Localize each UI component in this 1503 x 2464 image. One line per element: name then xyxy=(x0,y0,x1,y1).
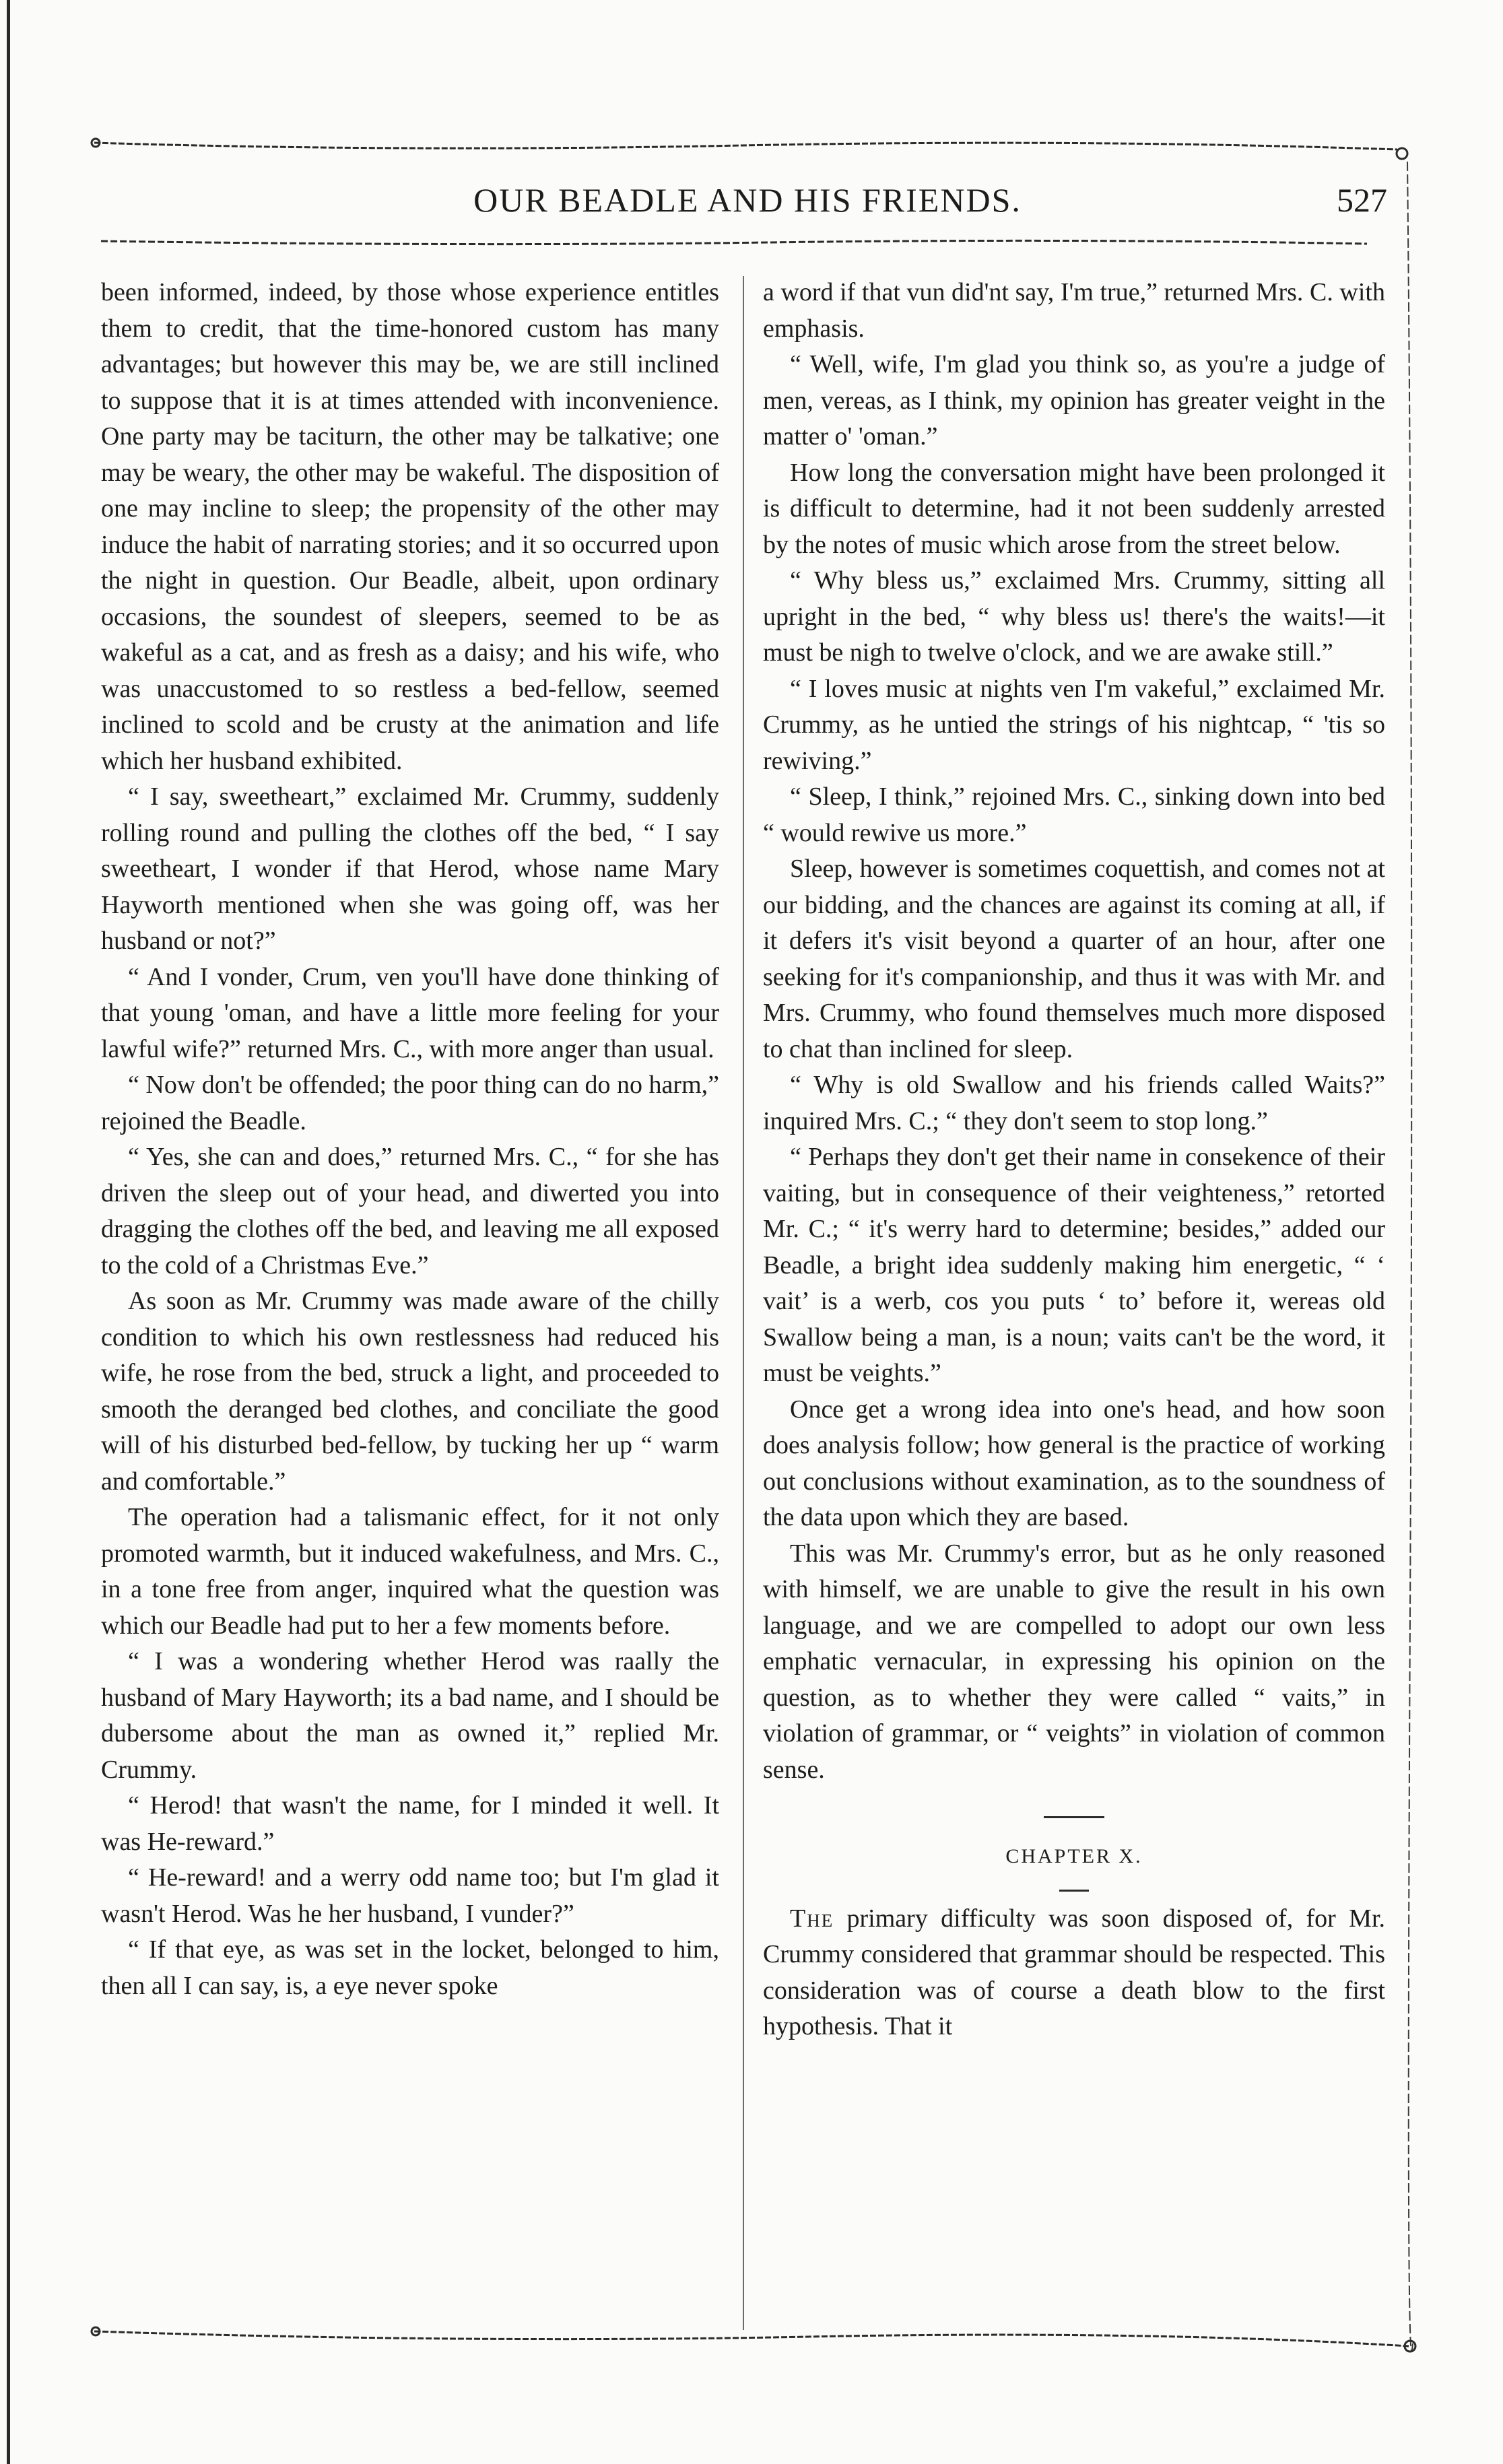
paragraph: How long the conversation might have been prolonged it is difficult to determine, had it not been suddenly arrested by the notes of music which arose from the street below. xyxy=(763,458,1385,559)
paragraph: “ Sleep, I think,” rejoined Mrs. C., sinking down into bed “ would rewive us more.” xyxy=(763,783,1385,847)
paragraph: Sleep, however is sometimes coquettish, and comes not at our bidding, and the chances are against its coming at all, if it defers it's visit beyond a quarter of an hour, after one seeking for it's companionship, and thus it was with Mr. and Mrs. Crummy, who found themselves much more disposed to chat than inclined for sleep. xyxy=(763,855,1385,1063)
chapter-heading: CHAPTER X. xyxy=(1005,1845,1143,1867)
paragraph: “ I say, sweetheart,” exclaimed Mr. Crummy, suddenly rolling round and pulling the clothes off the bed, “ I say sweetheart, I wonder if that Herod, whose name Mary Hayworth mentioned when she was going off, was her husband or not?” xyxy=(101,783,719,955)
paragraph: “ Why bless us,” exclaimed Mrs. Crummy, sitting all upright in the bed, “ why bless us! there's the waits!—it must be nigh to twelve o'clock, and we are awake still.” xyxy=(763,566,1385,667)
paragraph: “ Now don't be offended; the poor thing can do no harm,” rejoined the Beadle. xyxy=(101,1071,719,1135)
paragraph: “ Herod! that wasn't the name, for I minded it well. It was He-reward.” xyxy=(101,1791,719,1856)
paragraph: Once get a wrong idea into one's head, and how soon does analysis follow; how general is the practice of working out conclusions without examination, as to the soundness of the data upon which they are based. xyxy=(763,1395,1385,1531)
paragraph: “ Well, wife, I'm glad you think so, as you're a judge of men, vereas, as I think, my opinion has greater veight in the matter o' 'oman.” xyxy=(763,350,1385,451)
paragraph: “ Yes, she can and does,” returned Mrs. C., “ for she has driven the sleep out of your head, and diwerted you into dragging the clothes off the bed, and leaving me all exposed to the cold of a Christmas Eve.” xyxy=(101,1143,719,1279)
lead-word: The xyxy=(790,1904,834,1933)
paragraph: The operation had a talismanic effect, for it not only promoted warmth, but it induced wakefulness, and Mrs. C., in a tone free from anger, inquired what the question was which our Beadle had put to her a few moments before. xyxy=(101,1503,719,1640)
paragraph: “ I loves music at nights ven I'm vakeful,” exclaimed Mr. Crummy, as he untied the strings of his nightcap, “ 'tis so rewiving.” xyxy=(763,674,1385,775)
running-head xyxy=(108,180,1387,234)
paragraph: “ Why is old Swallow and his friends called Waits?” inquired Mrs. C.; “ they don't seem to stop long.” xyxy=(763,1071,1385,1135)
chapter-rule-short xyxy=(1059,1890,1089,1892)
page-number: 527 xyxy=(1337,181,1387,219)
chapter-rule xyxy=(1044,1816,1104,1818)
right-column xyxy=(763,275,1385,2045)
paragraph: This was Mr. Crummy's error, but as he only reasoned with himself, we are unable to give the result in his own language, and we are compelled to adopt our own less emphatic vernacular, in expressing his opinion on the question, as to whether they were called “ vaits,” in violation of grammar, or “ veights” in violation of common sense. xyxy=(763,1539,1385,1784)
paragraph: “ Perhaps they don't get their name in consekence of their vaiting, but in consequence of their veighteness,” retorted Mr. C.; “ it's werry hard to determine; besides,” added our Beadle, a bright idea suddenly making him energetic, “ ‘ vait’ is a werb, cos you puts ‘ to’ before it, wereas old Swallow being a man, is a noun; vaits can't be the word, it must be veights.” xyxy=(763,1143,1385,1387)
running-title: OUR BEADLE AND HIS FRIENDS. xyxy=(473,181,1022,219)
paragraph: a word if that vun did'nt say, I'm true,” returned Mrs. C. with emphasis. xyxy=(763,278,1385,343)
paragraph: “ He-reward! and a werry odd name too; but I'm glad it wasn't Herod. Was he her husband, I vunder?” xyxy=(101,1863,719,1928)
chapter-opening-paragraph xyxy=(763,1901,1385,2045)
left-column xyxy=(101,275,719,2004)
column-divider xyxy=(743,276,744,2330)
paragraph: been informed, indeed, by those whose experience entitles them to credit, that the time-honored custom has many advantages; but however this may be, we are still inclined to suppose that it is at times attended with inconvenience. One party may be taciturn, the other may be talkative; one may be weary, the other may be wakeful. The disposition of one may incline to sleep; the propensity of the other may induce the habit of narrating stories; and it so occurred upon the night in question. Our Beadle, albeit, upon ordinary occasions, the soundest of sleepers, seemed to be as wakeful as a cat, and as fresh as a daisy; and his wife, who was unaccustomed to so restless a bed-fellow, seemed inclined to scold and be crusty at the animation and life which her husband exhibited. xyxy=(101,278,719,775)
paragraph: “ And I vonder, Crum, ven you'll have done thinking of that young 'oman, and have a little more feeling for your lawful wife?” returned Mrs. C., with more anger than usual. xyxy=(101,962,719,1063)
paragraph: As soon as Mr. Crummy was made aware of the chilly condition to which his own restlessness had reduced his wife, he rose from the bed, struck a light, and proceeded to smooth the deranged bed clothes, and conciliate the good will of his disturbed bed-fellow, by tucking her up “ warm and comfortable.” xyxy=(101,1287,719,1496)
paragraph: “ I was a wondering whether Herod was raally the husband of Mary Hayworth; its a bad name, and I should be dubersome about the man as owned it,” replied Mr. Crummy. xyxy=(101,1647,719,1784)
chapter-opening-text: primary difficulty was soon disposed of, for Mr. Crummy considered that grammar should be respected. This consideration was of course a death blow to the first hypothesis. That it xyxy=(763,1904,1385,2040)
paragraph: “ If that eye, as was set in the locket, belonged to him, then all I can say, is, a eye never spoke xyxy=(101,1935,719,2000)
